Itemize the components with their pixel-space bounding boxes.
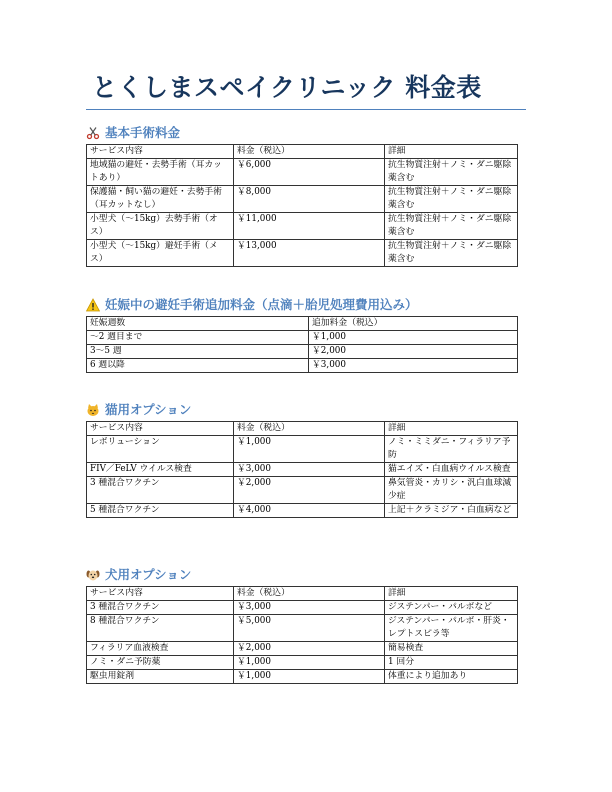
price-cell: ￥3,000 xyxy=(309,359,518,373)
table-header-row xyxy=(87,422,518,436)
detail-cell: 上記＋クラミジア・白血病など xyxy=(385,504,518,518)
table-header-row xyxy=(87,145,518,159)
service-cell: 小型犬（〜15kg）避妊手術（メス） xyxy=(87,240,234,267)
section-cat-options xyxy=(86,401,518,518)
header-cell: サービス内容 xyxy=(87,145,234,159)
service-cell: 5 種混合ワクチン xyxy=(87,504,234,518)
price-cell: ￥13,000 xyxy=(234,240,385,267)
title-divider xyxy=(86,109,526,110)
table-row xyxy=(87,477,518,504)
table-row xyxy=(87,601,518,615)
service-cell: ノミ・ダニ予防薬 xyxy=(87,656,234,670)
dog-face-icon xyxy=(86,568,100,582)
header-cell: 詳細 xyxy=(385,145,518,159)
table-row xyxy=(87,213,518,240)
basic-surgery-table xyxy=(86,144,518,267)
section-heading: 犬用オプション xyxy=(105,567,192,582)
detail-cell: 体重により追加あり xyxy=(385,670,518,684)
price-cell: ￥4,000 xyxy=(234,504,385,518)
header-cell: 詳細 xyxy=(385,422,518,436)
price-cell: ￥3,000 xyxy=(234,601,385,615)
price-cell: ￥1,000 xyxy=(234,656,385,670)
price-cell: ￥1,000 xyxy=(309,331,518,345)
detail-cell: ノミ・ミミダニ・フィラリア予防 xyxy=(385,436,518,463)
scissors-icon xyxy=(86,126,100,140)
price-cell: ￥3,000 xyxy=(234,463,385,477)
cat-options-table xyxy=(86,421,518,518)
price-cell: ￥2,000 xyxy=(309,345,518,359)
service-cell: 8 種混合ワクチン xyxy=(87,615,234,642)
header-cell: 妊娠週数 xyxy=(87,317,309,331)
header-cell: サービス内容 xyxy=(87,587,234,601)
service-cell: 3 種混合ワクチン xyxy=(87,477,234,504)
table-row xyxy=(87,186,518,213)
table-row xyxy=(87,670,518,684)
detail-cell: 抗生物質注射＋ノミ・ダニ駆除薬含む xyxy=(385,186,518,213)
table-row xyxy=(87,463,518,477)
service-cell: 保護猫・飼い猫の避妊・去勢手術（耳カットなし） xyxy=(87,186,234,213)
price-cell: ￥8,000 xyxy=(234,186,385,213)
header-cell: 料金（税込） xyxy=(234,422,385,436)
price-cell: ￥5,000 xyxy=(234,615,385,642)
section-pregnancy-surcharge xyxy=(86,296,518,373)
table-row xyxy=(87,159,518,186)
service-cell: フィラリア血液検査 xyxy=(87,642,234,656)
price-cell: ￥1,000 xyxy=(234,436,385,463)
detail-cell: ジステンパー・パルボなど xyxy=(385,601,518,615)
header-cell: 料金（税込） xyxy=(234,587,385,601)
section-heading: 妊娠中の避妊手術追加料金（点滴＋胎児処理費用込み） xyxy=(105,297,418,312)
pregnancy-surcharge-table xyxy=(86,316,518,373)
cat-face-icon xyxy=(86,403,100,417)
section-dog-options xyxy=(86,566,518,684)
price-cell: ￥11,000 xyxy=(234,213,385,240)
dog-options-table xyxy=(86,586,518,684)
warning-icon xyxy=(86,298,100,312)
table-row xyxy=(87,240,518,267)
section-heading: 基本手術料金 xyxy=(105,125,181,140)
section-heading: 猫用オプション xyxy=(105,402,192,417)
table-row xyxy=(87,331,518,345)
price-cell: ￥6,000 xyxy=(234,159,385,186)
table-row xyxy=(87,615,518,642)
table-row xyxy=(87,436,518,463)
table-row xyxy=(87,345,518,359)
price-cell: ￥2,000 xyxy=(234,642,385,656)
header-cell: 追加料金（税込） xyxy=(309,317,518,331)
weeks-cell: 6 週以降 xyxy=(87,359,309,373)
service-cell: 地域猫の避妊・去勢手術（耳カットあり） xyxy=(87,159,234,186)
service-cell: 3 種混合ワクチン xyxy=(87,601,234,615)
table-row xyxy=(87,642,518,656)
detail-cell: 簡易検査 xyxy=(385,642,518,656)
service-cell: FIV／FeLV ウイルス検査 xyxy=(87,463,234,477)
page-title: とくしまスペイクリニック 料金表 xyxy=(92,73,482,102)
table-row xyxy=(87,359,518,373)
price-cell: ￥2,000 xyxy=(234,477,385,504)
service-cell: 小型犬（〜15kg）去勢手術（オス） xyxy=(87,213,234,240)
table-row xyxy=(87,504,518,518)
detail-cell: 猫エイズ・白血病ウイルス検査 xyxy=(385,463,518,477)
header-cell: サービス内容 xyxy=(87,422,234,436)
header-cell: 詳細 xyxy=(385,587,518,601)
detail-cell: 抗生物質注射＋ノミ・ダニ駆除薬含む xyxy=(385,159,518,186)
detail-cell: 抗生物質注射＋ノミ・ダニ駆除薬含む xyxy=(385,213,518,240)
section-basic-surgery xyxy=(86,124,518,267)
table-row xyxy=(87,656,518,670)
detail-cell: 抗生物質注射＋ノミ・ダニ駆除薬含む xyxy=(385,240,518,267)
weeks-cell: 3〜5 週 xyxy=(87,345,309,359)
detail-cell: 鼻気管炎・カリシ・汎白血球減少症 xyxy=(385,477,518,504)
header-cell: 料金（税込） xyxy=(234,145,385,159)
detail-cell: ジステンパー・パルボ・肝炎・レプトスピラ等 xyxy=(385,615,518,642)
price-cell: ￥1,000 xyxy=(234,670,385,684)
table-header-row xyxy=(87,317,518,331)
table-header-row xyxy=(87,587,518,601)
service-cell: レボリューション xyxy=(87,436,234,463)
detail-cell: 1 回分 xyxy=(385,656,518,670)
weeks-cell: 〜2 週目まで xyxy=(87,331,309,345)
service-cell: 駆虫用錠剤 xyxy=(87,670,234,684)
